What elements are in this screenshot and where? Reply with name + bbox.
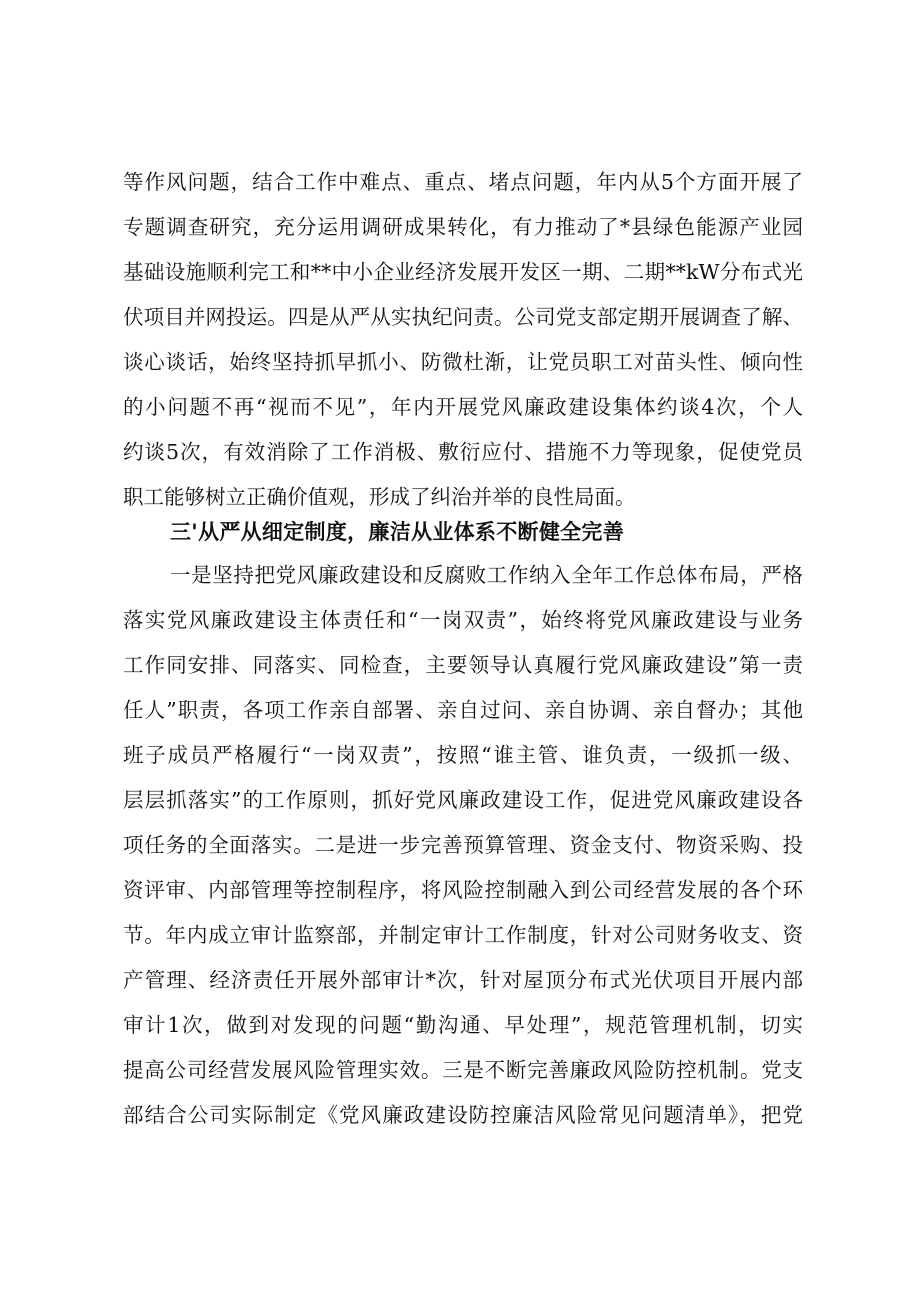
text-line: 资评审、内部管理等控制程序，将风险控制融入到公司经营发展的各个环: [123, 878, 803, 902]
text-line: 一是坚持把党风廉政建设和反腐败工作纳入全年工作总体布局，严格: [170, 563, 803, 587]
text-line: 谈心谈话，始终坚持抓早抓小、防微杜渐，让党员职工对苗头性、倾向性: [123, 350, 803, 374]
text-line: 伏项目并网投运。四是从严从实执纪问责。公司党支部定期开展调查了解、: [123, 305, 803, 329]
text-line: 落实党风廉政建设主体责任和“一岗双责”，始终将党风廉政建设与业务: [123, 608, 803, 632]
text-line: 的小问题不再“视而不见”，年内开展党风廉政建设集体约谈4次，个人: [123, 395, 803, 419]
text-line: 项任务的全面落实。二是进一步完善预算管理、资金支付、物资采购、投: [123, 833, 803, 857]
text-line: 产管理、经济责任开展外部审计*次，针对屋顶分布式光伏项目开展内部: [123, 968, 803, 992]
text-line: 班子成员严格履行“一岗双责”，按照“谁主管、谁负责，一级抓一级、: [123, 743, 803, 767]
text-line: 工作同安排、同落实、同检查，主要领导认真履行党风廉政建设”第一责: [123, 653, 803, 677]
text-line: 审计1次，做到对发现的问题“勤沟通、早处理”，规范管理机制，切实: [123, 1013, 803, 1037]
text-line: 约谈5次，有效消除了工作消极、敷衍应付、措施不力等现象，促使党员: [123, 440, 803, 464]
text-line: 节。年内成立审计监察部，并制定审计工作制度，针对公司财务收支、资: [123, 923, 803, 947]
text-line: 职工能够树立正确价值观，形成了纠治并举的良性局面。: [123, 485, 636, 509]
section-heading: 三'从严从细定制度，廉洁从业体系不断健全完善: [170, 520, 625, 544]
text-line: 提高公司经营发展风险管理实效。三是不断完善廉政风险防控机制。党支: [123, 1058, 803, 1082]
text-line: 任人”职责，各项工作亲自部署、亲自过问、亲自协调、亲自督办；其他: [123, 698, 803, 722]
text-line: 专题调查研究，充分运用调研成果转化，有力推动了*县绿色能源产业园: [123, 215, 803, 239]
text-line: 层层抓落实”的工作原则，抓好党风廉政建设工作，促进党风廉政建设各: [123, 788, 803, 812]
text-line: 部结合公司实际制定《党风廉政建设防控廉洁风险常见问题清单》，把党: [123, 1103, 803, 1127]
text-line: 等作风问题，结合工作中难点、重点、堵点问题，年内从5个方面开展了: [123, 170, 803, 194]
text-line: 基础设施顺利完工和**中小企业经济发展开发区一期、二期**kW分布式光: [123, 260, 803, 284]
